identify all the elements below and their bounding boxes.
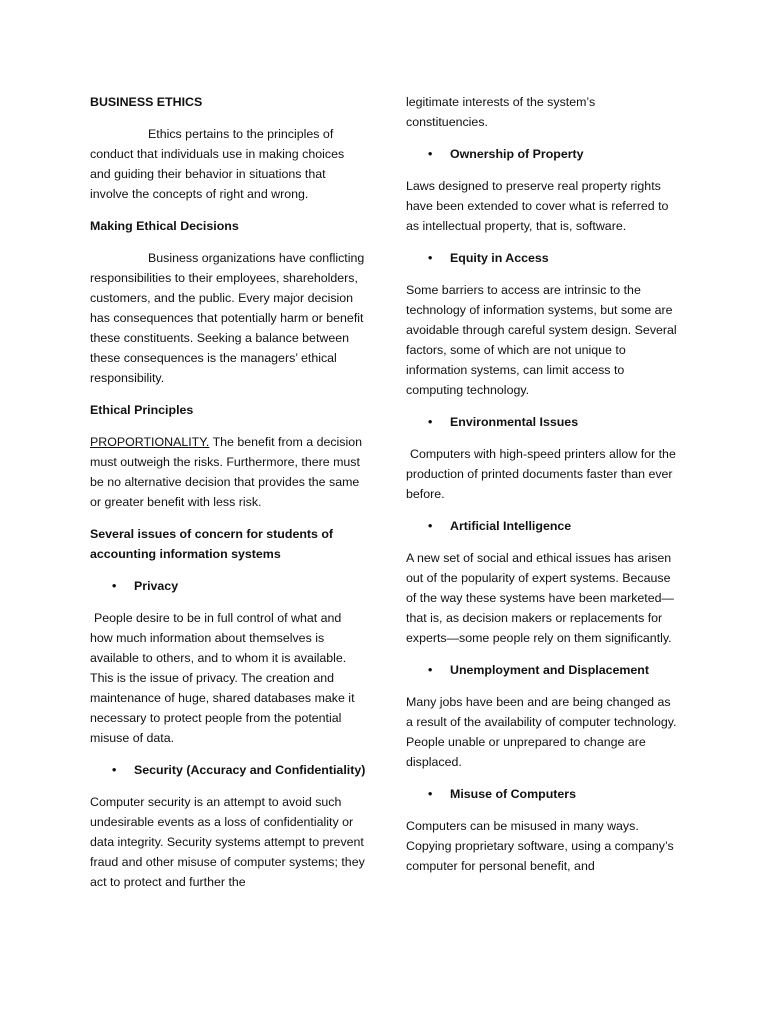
left-column bbox=[90, 92, 366, 904]
bullet-privacy bbox=[90, 576, 366, 596]
bullet-label: Artificial Intelligence bbox=[450, 519, 572, 533]
bullet-misuse bbox=[406, 784, 680, 804]
bullet-glyph: • bbox=[428, 519, 433, 533]
making-decisions-heading: Making Ethical Decisions bbox=[90, 219, 239, 233]
ethical-principles-heading: Ethical Principles bbox=[90, 403, 194, 417]
proportionality-text: The benefit from a decision must outweigh the risks. Furthermore, there must be no alternative decision that provides the same or greater benefit with less risk. bbox=[90, 435, 363, 509]
bullet-ownership bbox=[406, 144, 680, 164]
security-paragraph: Computer security is an attempt to avoid such undesirable events as a loss of confidentiality or data integrity. Security systems attempt to prevent fraud and other misuse of computer systems; they act to protect and further the bbox=[90, 795, 365, 889]
misuse-paragraph: Computers can be misused in many ways. Copying proprietary software, using a company’s computer for personal benefit, and bbox=[406, 819, 674, 873]
bullet-label: Security (Accuracy and Confidentiality) bbox=[134, 763, 366, 777]
bullet-label: Equity in Access bbox=[450, 251, 549, 265]
bullet-label: Environmental Issues bbox=[450, 415, 579, 429]
ownership-paragraph: Laws designed to preserve real property rights have been extended to cover what is referred to as intellectual property, that is, software. bbox=[406, 179, 669, 233]
continuation-paragraph: legitimate interests of the system’s constituencies. bbox=[406, 95, 596, 129]
privacy-paragraph: People desire to be in full control of what and how much information about themselves is available to others, and to whom it is available. This is the issue of privacy. The creation and maintenance of huge, shared databases make it necessary to protect people from the potential misuse of data. bbox=[90, 611, 355, 745]
bullet-unemployment bbox=[406, 660, 680, 680]
environmental-paragraph: Computers with high-speed printers allow for the production of printed documents faster than ever before. bbox=[406, 447, 676, 501]
right-column bbox=[406, 92, 680, 888]
bullet-glyph: • bbox=[428, 251, 433, 265]
issues-heading: Several issues of concern for students of accounting information systems bbox=[90, 527, 334, 561]
bullet-label: Privacy bbox=[134, 579, 179, 593]
bullet-equity bbox=[406, 248, 680, 268]
ethics-paragraph: Ethics pertains to the principles of conduct that individuals use in making choices and guiding their behavior in situations that involve the concepts of right and wrong. bbox=[90, 127, 345, 201]
ai-paragraph: A new set of social and ethical issues has arisen out of the popularity of expert systems. Because of the way these systems have been marketed—that is, as decision makers or replacements for experts—some people rely on them significantly. bbox=[406, 551, 674, 645]
bullet-glyph: • bbox=[428, 415, 433, 429]
bullet-glyph: • bbox=[112, 579, 117, 593]
bullet-label: Misuse of Computers bbox=[450, 787, 576, 801]
unemployment-paragraph: Many jobs have been and are being changed as a result of the availability of computer technology. People unable or unprepared to change are displaced. bbox=[406, 695, 677, 769]
bullet-label: Ownership of Property bbox=[450, 147, 584, 161]
bullet-environmental bbox=[406, 412, 680, 432]
bullet-label: Unemployment and Displacement bbox=[450, 663, 649, 677]
equity-paragraph: Some barriers to access are intrinsic to the technology of information systems, but some are avoidable through careful system design. Several factors, some of which are not unique to information systems, can limit access to computing technology. bbox=[406, 283, 677, 397]
document-title: BUSINESS ETHICS bbox=[90, 95, 203, 109]
bullet-glyph: • bbox=[112, 763, 117, 777]
bullet-glyph: • bbox=[428, 787, 433, 801]
proportionality-term: PROPORTIONALITY. bbox=[90, 435, 210, 449]
bullet-glyph: • bbox=[428, 663, 433, 677]
bullet-security bbox=[90, 760, 366, 780]
proportionality-paragraph bbox=[90, 432, 366, 512]
making-decisions-paragraph: Business organizations have conflicting responsibilities to their employees, shareholders, customers, and the public. Every major decision has consequences that potentially harm or benefit these constituents. Seeking a balance between these consequences is the managers’ ethical responsibility. bbox=[90, 251, 365, 385]
bullet-glyph: • bbox=[428, 147, 433, 161]
bullet-ai bbox=[406, 516, 680, 536]
